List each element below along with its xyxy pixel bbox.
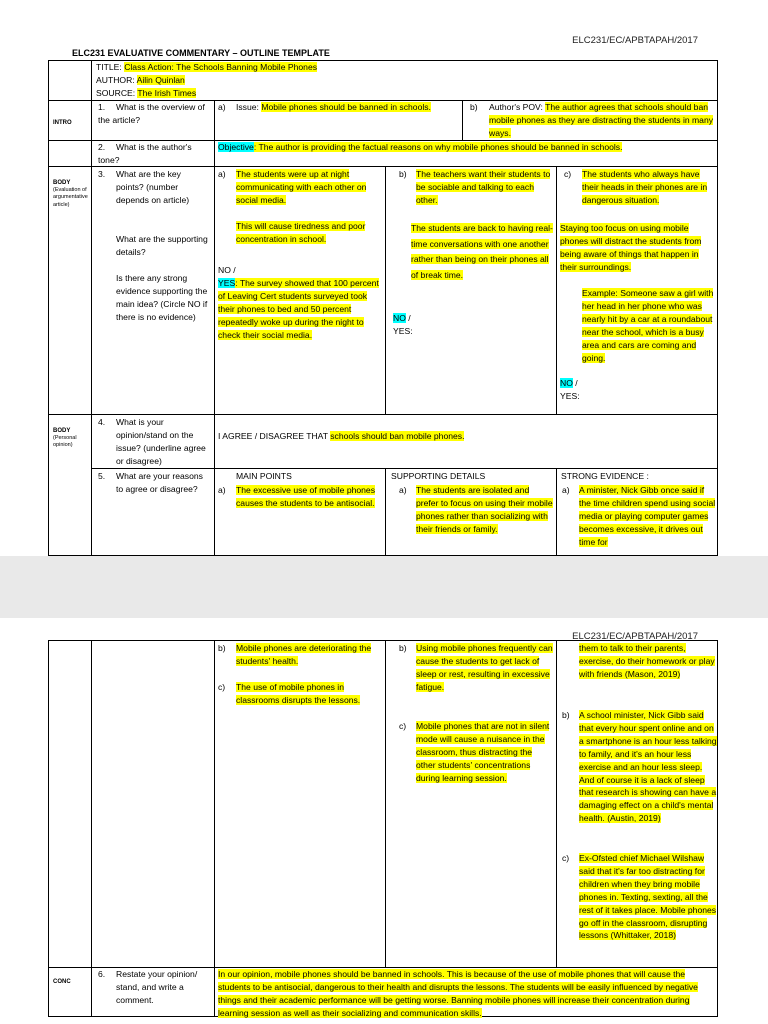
question-5-number: 5. <box>98 471 106 481</box>
question-3-text: What are the key points? (number depends on article) <box>116 169 190 205</box>
question-4-text: What is your opinion/stand on the issue? (underline agree or disagree) <box>116 417 206 466</box>
question-1: 1. What is the overview of the article? <box>98 102 205 125</box>
pov-text: Author's POV: The author agrees that schools should ban mobile phones as they are distracting the students in many ways. <box>489 102 714 138</box>
kp-c-yes: YES: <box>560 391 580 401</box>
template-title: ELC231 EVALUATIVE COMMENTARY – OUTLINE TEMPLATE <box>72 48 330 58</box>
kp-a-text: The students were up at night communicating with each other on social media. <box>236 169 367 205</box>
question-2: 2. What is the author's tone? <box>98 142 192 165</box>
article-title: TITLE: Class Action: The Schools Banning Mobile Phones <box>96 62 318 72</box>
question-6-text: Restate your opinion/ stand, and write a comment. <box>116 969 198 1005</box>
p2-question-cell <box>91 640 215 968</box>
question-4-number: 4. <box>98 417 106 427</box>
article-source: SOURCE: The Irish Times <box>96 88 197 98</box>
kp-b-detail: The students are back to having real-time conversations with one another rather than being on their phones all of break time. <box>411 223 553 280</box>
document-code-page-2: ELC231/EC/APBTAPAH/2017 <box>572 631 698 642</box>
tone-text: Objective: The author is providing the factual reasons on why mobile phones should be banned in schools. <box>218 142 623 152</box>
stand-text: I AGREE / DISAGREE THAT schools should ban mobile phones. <box>218 431 465 441</box>
question-5-text: What are your reasons to agree or disagree? <box>116 471 203 494</box>
mp-a-text: The excessive use of mobile phones causes the students to be antisocial. <box>236 485 376 508</box>
section-intro-label: INTRO <box>53 120 72 126</box>
kp-a-marker: a) <box>218 169 226 179</box>
mp-c-text: The use of mobile phones in classrooms disrupts the lessons. <box>236 682 361 705</box>
kp-b-no: NO / <box>393 313 411 323</box>
ev-b-text: A school minister, Nick Gibb said that every hour spent online and on a smartphone is an hour less talking to family, and it's an hour less exercise and an hour less sleep. And of course it is a lack of sleep that research is showing can have a damaging effect on a child's mental health. (Austin, 2019) <box>579 710 717 824</box>
kp-c-detail: Staying too focus on using mobile phones will distract the students from being aware of things that happen in their surroundings. <box>560 223 702 272</box>
kp-b-marker: b) <box>399 169 407 179</box>
header-left-cell <box>48 60 92 101</box>
article-author: AUTHOR: Ailin Quinlan <box>96 75 185 85</box>
sd-c-text: Mobile phones that are not in silent mode will cause a nuisance in the classroom, thus distracting the other students' concentrations during learning session. <box>416 721 550 783</box>
ev-b-marker: b) <box>562 710 570 720</box>
mp-c-marker: c) <box>218 682 226 692</box>
question-6-number: 6. <box>98 969 106 979</box>
main-points-heading: MAIN POINTS <box>236 471 292 481</box>
kp-b-text: The teachers want their students to be sociable and talking to each other. <box>416 169 551 205</box>
ev-a-continued: them to talk to their parents, exercise, do their homework or play with friends (Mason, 2019) <box>579 643 715 679</box>
kp-a-detail: This will cause tiredness and poor concentration in school. <box>236 221 366 244</box>
page-2 <box>0 618 768 1024</box>
conc-section-cell <box>48 967 92 1017</box>
kp-c-marker: c) <box>564 169 572 179</box>
question-3-evidence: Is there any strong evidence supporting the main idea? (Circle NO if there is no evidence) <box>116 273 208 322</box>
ev-c-text: Ex-Ofsted chief Michael Wilshaw said that it's far too distracting for children when they bring mobile phones in. Texting, sexting, all the rest of it takes place. Mobile phones go off in the classroom, disrupting lessons (Whittaker, 2018) <box>579 853 717 941</box>
sd-a-text: The students are isolated and prefer to focus on using their mobile phones rather than socializing with their friends or family. <box>416 485 553 534</box>
sd-c-marker: c) <box>399 721 407 731</box>
mp-a-marker: a) <box>218 485 226 495</box>
kp-c-no: NO / <box>560 378 578 388</box>
section-body-label: BODY (Evaluation of argumentative article) <box>53 180 88 208</box>
question-3-supporting: What are the supporting details? <box>116 234 208 257</box>
section-conc-label: CONC <box>53 979 71 985</box>
kp-c-example: Example: Someone saw a girl with her head in her phone who was nearly hit by a car at a roundabout near the school, which is a busy area and cars are coming and going. <box>582 288 714 363</box>
intro-section-cell-2 <box>48 140 92 167</box>
ev-c-marker: c) <box>562 853 570 863</box>
mp-b-marker: b) <box>218 643 226 653</box>
pov-marker: b) <box>470 102 478 112</box>
question-3-number: 3. <box>98 169 106 179</box>
kp-b-yes: YES: <box>393 326 413 336</box>
ev-a-text: A minister, Nick Gibb once said if the time children spend using social media or playing computer games becomes excessive, it drives out time for <box>579 485 716 547</box>
sd-b-marker: b) <box>399 643 407 653</box>
ev-a-marker: a) <box>562 485 570 495</box>
strong-evidence-heading: STRONG EVIDENCE : <box>561 471 649 481</box>
sd-b-text: Using mobile phones frequently can cause the students to get lack of sleep or rest, resulting in excessive fatigue. <box>416 643 553 692</box>
conclusion-text: In our opinion, mobile phones should be banned in schools. This is because of the use of mobile phones that will cause the students to be antisocial, dangerous to their health and disrupts the lessons. The students will be easily influenced by negative things and their academic performance will be getting worse. Banning mobile phones will increase their concentration during learning session as well as their socializing and communication skills. <box>218 969 698 1018</box>
kp-c-text: The students who always have their heads in their phones are in dangerous situation. <box>582 169 708 205</box>
sd-a-marker: a) <box>399 485 407 495</box>
document-code: ELC231/EC/APBTAPAH/2017 <box>572 35 698 46</box>
p2-section-cell <box>48 640 92 968</box>
mp-b-text: Mobile phones are deteriorating the students' health. <box>236 643 372 666</box>
kp-a-no: NO / <box>218 265 236 275</box>
supporting-details-heading: SUPPORTING DETAILS <box>391 471 486 481</box>
section-body-opinion-label: BODY (Personal opinion) <box>53 428 77 449</box>
kp-a-evidence: YES: The survey showed that 100 percent of Leaving Cert students surveyed took their phones to bed and 50 percent repeatedly woke up during the night to check their social media. <box>218 278 379 340</box>
issue-text: a) Issue: Mobile phones should be banned in schools. <box>218 102 431 112</box>
